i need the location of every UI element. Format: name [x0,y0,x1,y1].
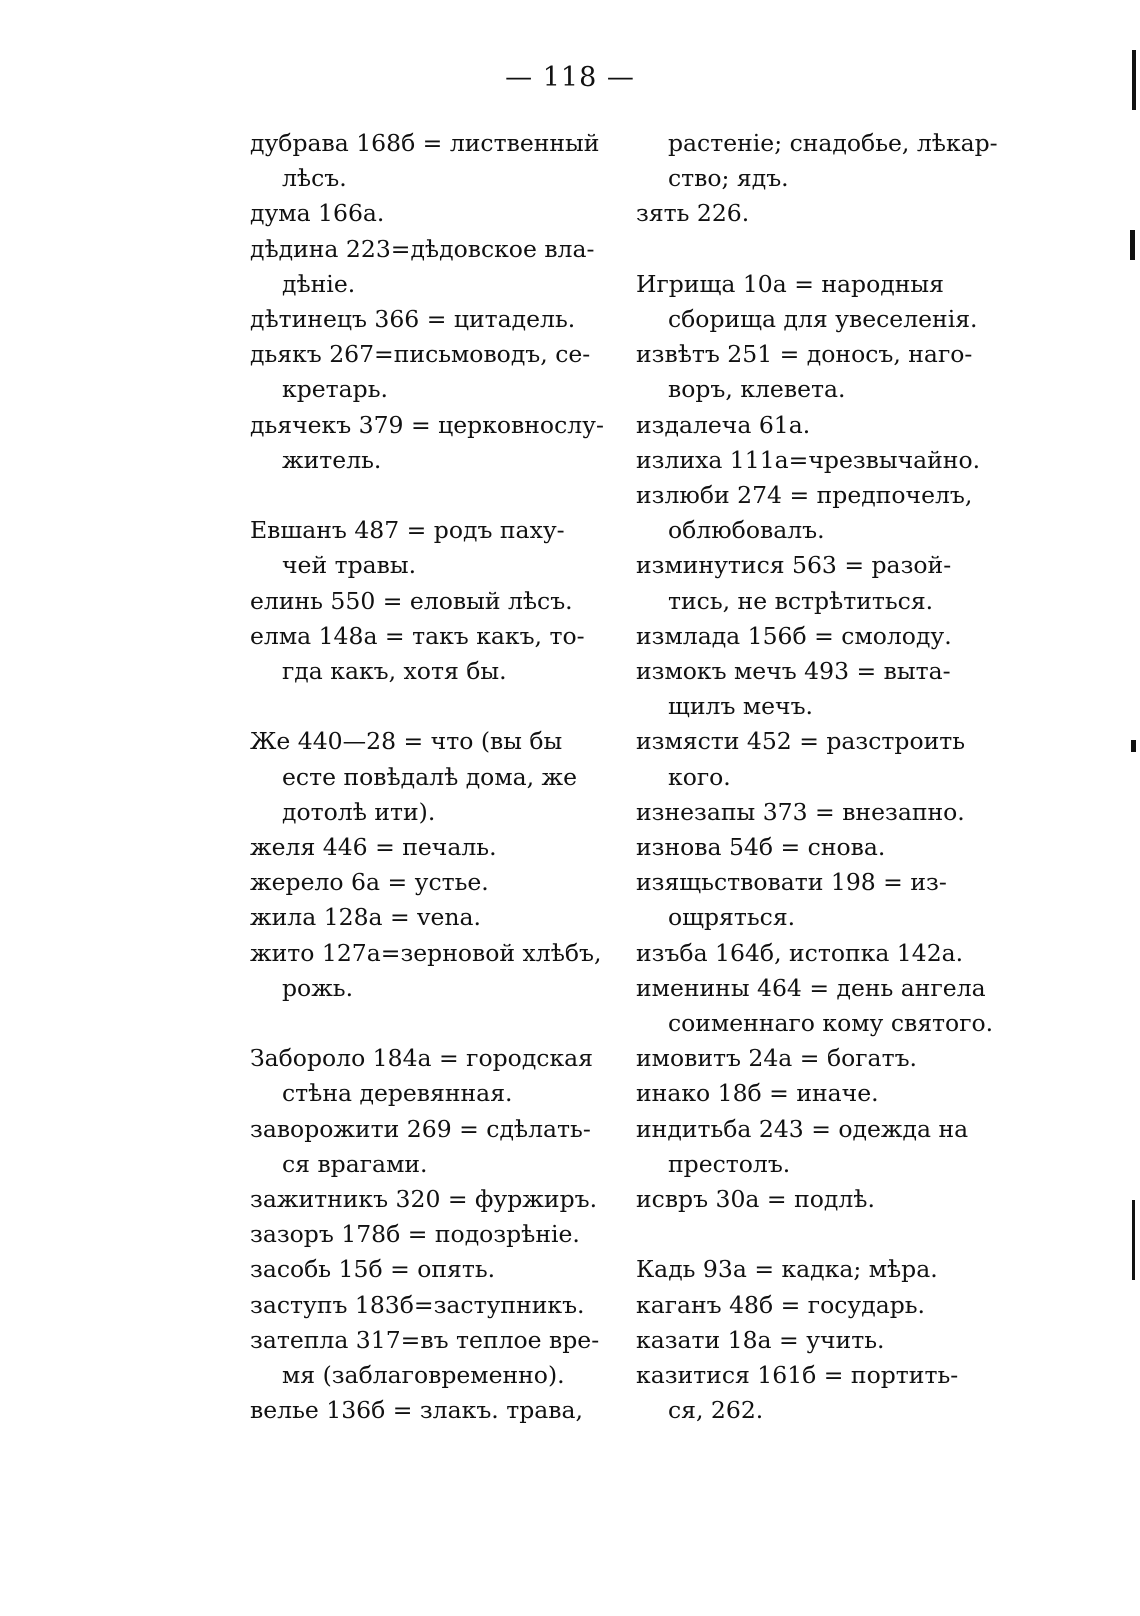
dictionary-entry [636,548,996,618]
entry-headline: инако 18б = иначе. [636,1079,879,1108]
dictionary-entry [636,795,996,830]
entry-headline: исвръ 30а = подлѣ. [636,1185,875,1214]
entry-continuation: мя (заблаговременно). [282,1361,565,1390]
entry-continuation: кого. [668,762,731,791]
dictionary-entry [250,126,610,196]
section-gap [636,1217,996,1252]
entry-headline: Евшанъ 487 = родъ паху- [250,516,565,545]
entry-headline: дьячекъ 379 = церковнослу- [250,410,604,439]
entry-continuation: кретарь. [282,375,388,404]
entry-headline: измясти 452 = разстроить [636,727,966,756]
entry-headline: изнова 54б = снова. [636,833,886,862]
dictionary-entry [250,1288,610,1323]
entry-continuation: рожь. [282,973,354,1002]
dictionary-entry [636,1076,996,1111]
section-gap [250,1006,610,1041]
section-gap [636,232,996,267]
edge-mark [1130,230,1135,260]
dictionary-entry [250,232,610,302]
entry-headline: заступъ 183б=заступникъ. [250,1290,585,1319]
dictionary-entry [250,900,610,935]
dictionary-entry [636,936,996,971]
entry-continuation: ощряться. [668,903,796,932]
entry-headline: заворожити 269 = сдѣлать- [250,1114,591,1143]
entry-continuation: дѣніе. [282,269,356,298]
dictionary-entry [250,619,610,689]
dictionary-entry [636,654,996,724]
entry-headline: Забороло 184а = городская [250,1044,593,1073]
entry-headline: изминутися 563 = разой- [636,551,952,580]
entry-continuation: сборища для увеселенія. [668,305,978,333]
dictionary-entry [250,408,610,478]
section-gap [250,478,610,513]
dictionary-entry [250,865,610,900]
entry-continuation: стѣна деревянная. [282,1079,513,1108]
dictionary-entry [250,1112,610,1182]
dictionary-entry [250,302,610,337]
dictionary-entry [250,196,610,231]
entry-headline: жито 127а=зерновой хлѣбъ, [250,938,602,967]
dictionary-entry [250,1252,610,1287]
entry-continuation: житель. [282,445,382,474]
entry-continuation: воръ, клевета. [668,375,846,404]
dictionary-entry [250,1393,610,1428]
entry-continuation: чей травы. [282,551,417,580]
entry-headline: затепла 317=въ теплое вре- [250,1325,600,1354]
dictionary-entry [636,408,996,443]
dictionary-entry [636,196,996,231]
dictionary-entry [636,1182,996,1217]
dictionary-entry [250,513,610,583]
entry-continuation: щилъ мечъ. [668,692,814,721]
page-number: — 118 — [505,62,635,93]
entry-headline: изящьствовати 198 = из- [636,868,947,897]
entry-headline: издалеча 61а. [636,410,811,439]
dictionary-entry [636,724,996,794]
entry-headline: Игрища 10а = народныя [636,269,944,298]
entry-headline: извѣтъ 251 = доносъ, наго- [636,340,973,369]
dictionary-entry [250,1217,610,1252]
dictionary-entry [250,337,610,407]
entry-headline: излюби 274 = предпочелъ, [636,481,973,510]
entry-continuation: есте повѣдалѣ дома, же [282,762,578,791]
entry-continuation: тись, не встрѣтиться. [668,586,934,615]
entry-headline: индитьба 243 = одежда на [636,1114,969,1143]
dictionary-entry [636,478,996,548]
dictionary-entry [636,443,996,478]
dictionary-entry [250,1041,610,1111]
entry-headline: дѣдина 223=дѣдовское вла- [250,234,595,263]
entry-headline: елинь 550 = еловый лѣсъ. [250,586,573,615]
dictionary-entry [250,1323,610,1393]
dictionary-entry [636,1112,996,1182]
entry-headline: дьякъ 267=письмоводъ, се- [250,340,591,369]
entry-continuation: соименнаго кому святого. [668,1009,994,1038]
left-column [250,126,610,1428]
entry-headline: изнезапы 373 = внезапно. [636,797,965,826]
entry-continuation: ся, 262. [668,1396,764,1425]
entry-headline: жила 128а = vena. [250,903,481,932]
entry-headline: измлада 156б = смолоду. [636,621,952,650]
entry-headline: дума 166а. [250,199,385,228]
entry-headline: измокъ мечъ 493 = выта- [636,657,951,686]
dictionary-entry [250,584,610,619]
entry-headline: Кадь 93а = кадка; мѣра. [636,1255,938,1284]
entry-headline: дубрава 168б = лиственный [250,129,600,157]
dictionary-entry [636,865,996,935]
entry-headline: дѣтинецъ 366 = цитадель. [250,305,576,334]
entry-headline: растеніе; снадобье, лѣкар- [668,129,998,157]
entry-headline: изъба 164б, истопка 142а. [636,938,964,967]
entry-continuation: облюбовалъ. [668,516,825,545]
entry-continuation: ство; ядъ. [668,164,789,193]
entry-headline: елма 148а = такъ какъ, то- [250,621,585,650]
dictionary-entry [250,830,610,865]
entry-headline: велье 136б = злакъ. трава, [250,1396,583,1425]
entry-headline: излиха 111а=чрезвычайно. [636,445,981,474]
dictionary-entry [636,1288,996,1323]
dictionary-entry [250,724,610,830]
entry-headline: зажитникъ 320 = фуржиръ. [250,1185,598,1214]
dictionary-entry [636,1041,996,1076]
entry-headline: желя 446 = печаль. [250,833,497,862]
dictionary-entry [636,267,996,337]
dictionary-entry [250,1182,610,1217]
entry-headline: жерело 6а = устье. [250,868,489,897]
dictionary-entry [636,830,996,865]
entry-continuation: дотолѣ ити). [282,797,436,826]
entry-headline: казитися 161б = портить- [636,1361,959,1390]
entry-headline: засобь 15б = опять. [250,1255,496,1284]
entry-headline: Же 440—28 = что (вы бы [250,727,563,756]
entry-continuation: престолъ. [668,1149,791,1178]
dictionary-entry [250,936,610,1006]
entry-headline: казати 18а = учить. [636,1325,885,1354]
edge-mark [1132,1200,1135,1280]
entry-continuation: гда какъ, хотя бы. [282,657,507,686]
entry-continuation: лѣсъ. [282,164,347,193]
dictionary-entry [636,1323,996,1358]
dictionary-entry [636,1358,996,1428]
dictionary-entry [636,1252,996,1287]
dictionary-entry [636,971,996,1041]
edge-mark [1131,740,1136,752]
entry-headline: каганъ 48б = государь. [636,1290,926,1319]
section-gap [250,689,610,724]
dictionary-entry [636,126,996,196]
dictionary-entry [636,619,996,654]
right-column [636,126,996,1428]
entry-headline: зазоръ 178б = подозрѣніе. [250,1220,580,1249]
edge-mark [1132,50,1136,110]
entry-continuation: ся врагами. [282,1149,428,1178]
dictionary-entry [636,337,996,407]
entry-headline: именины 464 = день ангела [636,973,986,1002]
entry-headline: зять 226. [636,199,750,228]
entry-headline: имовитъ 24а = богатъ. [636,1044,917,1073]
